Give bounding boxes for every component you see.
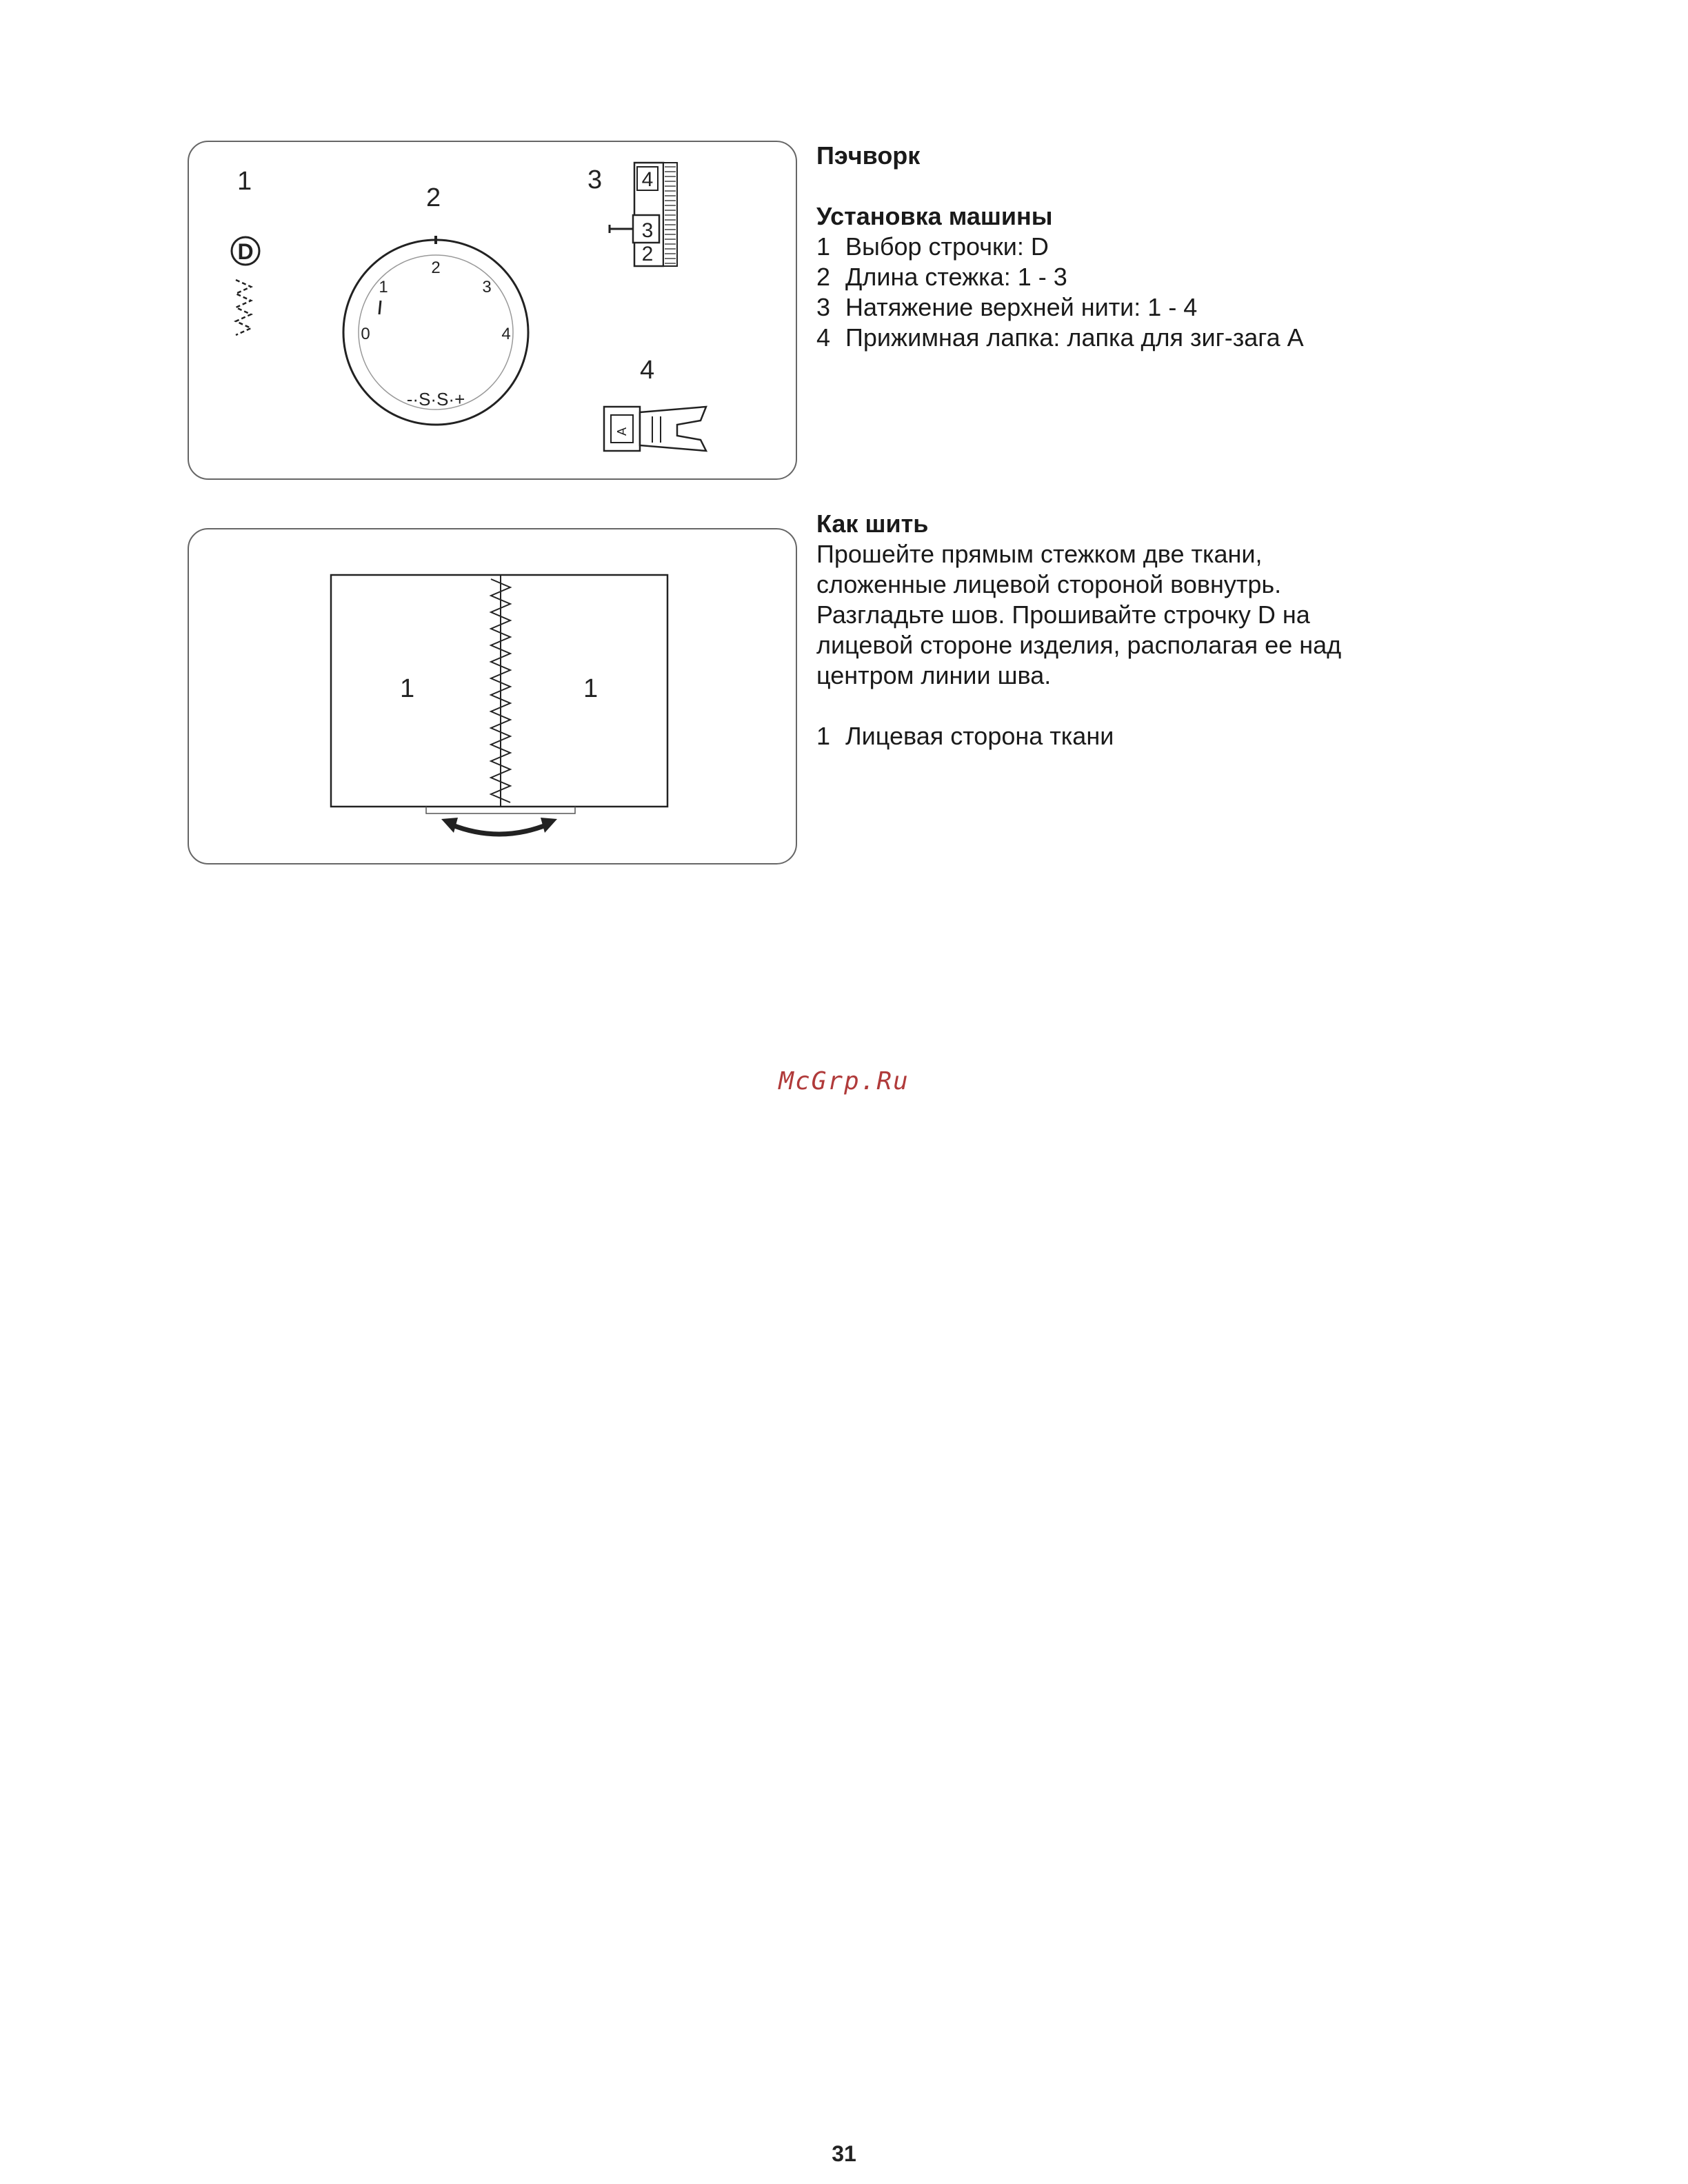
section-title-how-to-sew: Как шить <box>816 509 929 538</box>
setup-item: 3 Натяжение верхней нити: 1 - 4 <box>816 293 1198 321</box>
callout-1: 1 <box>237 167 252 196</box>
tension-label-3: 3 <box>641 219 654 242</box>
tension-scale-ticks <box>665 167 676 263</box>
setup-item: 4 Прижимная лапка: лапка для зиг-зага А <box>816 323 1304 352</box>
seam-allowance <box>426 807 575 813</box>
fabric-label-left: 1 <box>400 674 415 703</box>
dial-label-3: 3 <box>482 278 492 296</box>
watermark: McGrp.Ru <box>778 1067 910 1095</box>
tension-label-4: 4 <box>641 168 654 191</box>
patchwork-seam-figure <box>188 528 797 865</box>
pattern-d-letter: D <box>237 239 254 264</box>
section-subtitle-setup: Установка машины <box>816 202 1053 230</box>
foot-letter: A <box>615 427 629 436</box>
machine-setup-section <box>816 141 1304 353</box>
instruction-line: лицевой стороне изделия, располагая ее над <box>816 631 1342 659</box>
tension-label-2: 2 <box>641 243 654 265</box>
dial-label-0: 0 <box>361 325 370 343</box>
thread-tension-gauge <box>610 163 677 266</box>
arrow-head-right <box>541 818 557 833</box>
setup-item: 2 Длина стежка: 1 - 3 <box>816 263 1067 291</box>
dial-bottom-mark: -·S·S·+ <box>406 389 465 410</box>
zigzag-pattern-icon <box>236 280 251 335</box>
seam-illustration <box>189 529 796 863</box>
instruction-line: Разгладьте шов. Прошивайте строчку D на <box>816 600 1310 629</box>
dial-label-4: 4 <box>501 325 511 343</box>
arrow-head-left <box>441 818 458 833</box>
pressing-arrow <box>451 825 547 834</box>
presser-foot-a-icon <box>604 407 706 451</box>
callout-4: 4 <box>640 356 655 385</box>
callout-3: 3 <box>587 165 603 194</box>
instruction-line: сложенные лицевой стороной вовнутрь. <box>816 570 1282 598</box>
machine-settings-figure <box>188 141 797 480</box>
legend-item: 1 Лицевая сторона ткани <box>816 722 1114 750</box>
fabric-label-right: 1 <box>583 674 599 703</box>
dial-label-2: 2 <box>431 259 441 277</box>
callout-2: 2 <box>426 183 441 212</box>
dial-label-1: 1 <box>379 278 388 296</box>
instruction-line: Прошейте прямым стежком две ткани, <box>816 540 1263 568</box>
page-number: 31 <box>832 2141 856 2166</box>
settings-illustration <box>189 142 796 478</box>
stitch-length-dial <box>343 236 528 425</box>
how-to-sew-section <box>816 509 1341 751</box>
setup-item: 1 Выбор строчки: D <box>816 232 1049 261</box>
section-title-patchwork: Пэчворк <box>816 141 921 170</box>
instruction-line: центром линии шва. <box>816 661 1052 689</box>
